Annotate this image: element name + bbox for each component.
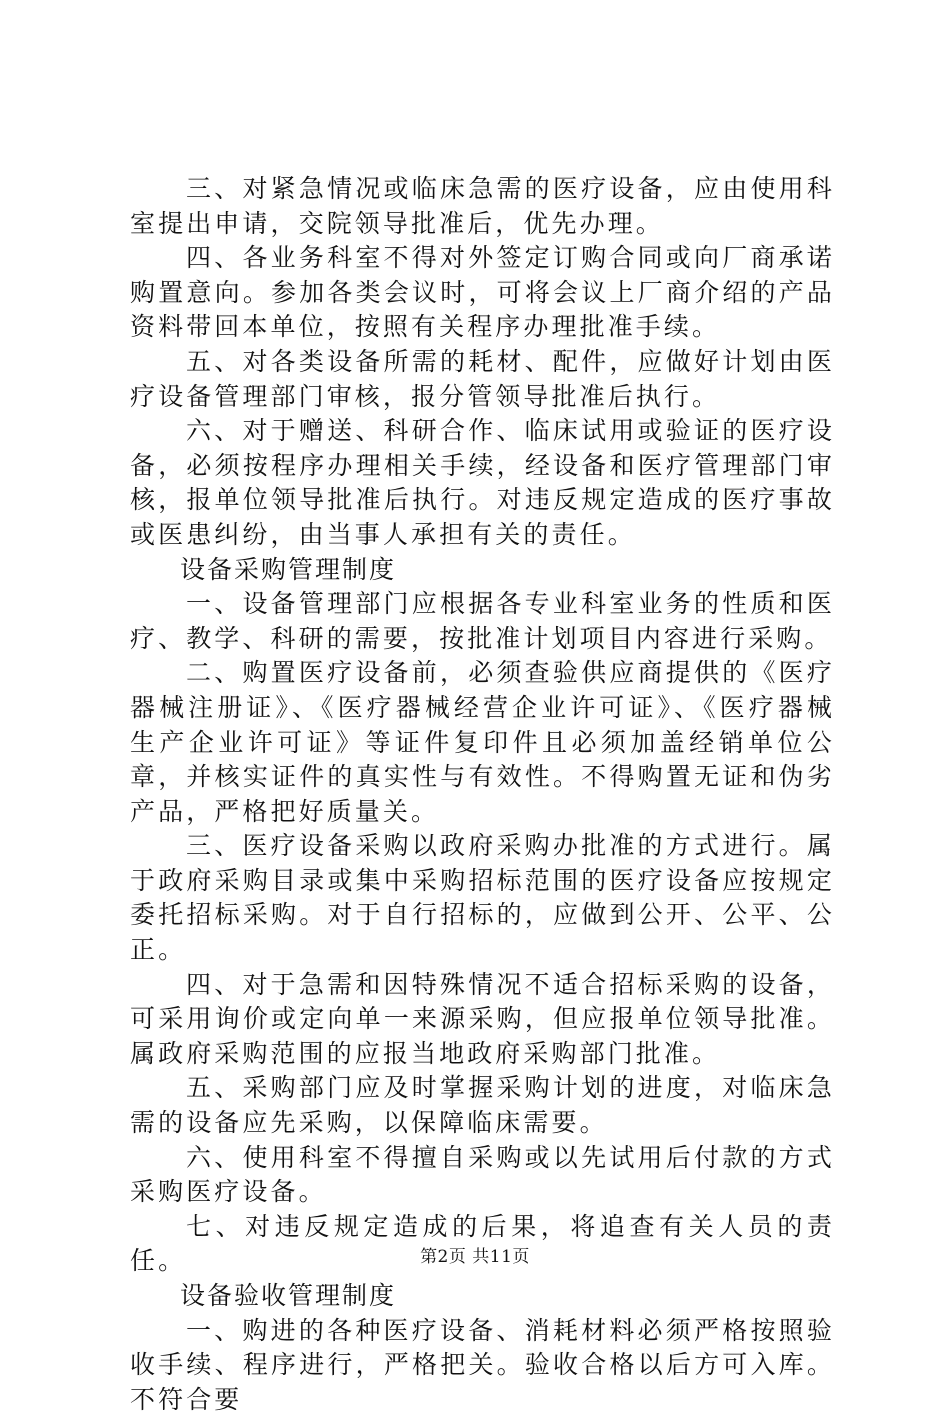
heading-acceptance-system: 设备验收管理制度: [180, 1281, 397, 1310]
paragraph-procurement-7: 七、对违反规定造成的后果，将追查有关人员的责任。: [130, 1211, 835, 1276]
page-number-footer: 第2页 共11页: [420, 1247, 530, 1267]
paragraph-acceptance-1: 一、购进的各种医疗设备、消耗材料必须严格按照验收手续、程序进行，严格把关。验收合格以后方可入库。不符合要: [130, 1315, 835, 1414]
paragraph-section4: 四、各业务科室不得对外签定订购合同或向厂商承诺购置意向。参加各类会议时，可将会议上厂商介绍的产品资料带回本单位，按照有关程序办理批准手续。: [130, 243, 835, 342]
paragraph-procurement-1: 一、设备管理部门应根据各专业科室业务的性质和医疗、教学、科研的需要，按批准计划项目内容进行采购。: [130, 589, 835, 653]
paragraph-procurement-6: 六、使用科室不得擅自采购或以先试用后付款的方式采购医疗设备。: [130, 1142, 835, 1207]
paragraph-procurement-2: 二、购置医疗设备前，必须查验供应商提供的《医疗器械注册证》、《医疗器械经营企业许可证》、《医疗器械生产企业许可证》等证件复印件且必须加盖经销单位公章，并核实证件的真实性与有效性。不得购置无证和伪劣产品，严格把好质量关。: [130, 658, 835, 826]
document-body: [130, 172, 835, 1417]
paragraph-procurement-3: 三、医疗设备采购以政府采购办批准的方式进行。属于政府采购目录或集中采购招标范围的医疗设备应按规定委托招标采购。对于自行招标的，应做到公开、公平、公正。: [130, 831, 835, 965]
paragraph-section6: 六、对于赠送、科研合作、临床试用或验证的医疗设备，必须按程序办理相关手续，经设备和医疗管理部门审核，报单位领导批准后执行。对违反规定造成的医疗事故或医患纠纷，由当事人承担有关的责任。: [130, 416, 835, 549]
paragraph-section3: 三、对紧急情况或临床急需的医疗设备，应由使用科室提出申请，交院领导批准后，优先办理。: [130, 174, 835, 238]
paragraph-procurement-5: 五、采购部门应及时掌握采购计划的进度，对临床急需的设备应先采购，以保障临床需要。: [130, 1073, 835, 1138]
heading-procurement-system: 设备采购管理制度: [180, 554, 397, 584]
paragraph-section5: 五、对各类设备所需的耗材、配件，应做好计划由医疗设备管理部门审核，报分管领导批准后执行。: [130, 346, 835, 411]
paragraph-procurement-4: 四、对于急需和因特殊情况不适合招标采购的设备，可采用询价或定向单一来源采购，但应报单位领导批准。属政府采购范围的应报当地政府采购部门批准。: [130, 969, 835, 1068]
